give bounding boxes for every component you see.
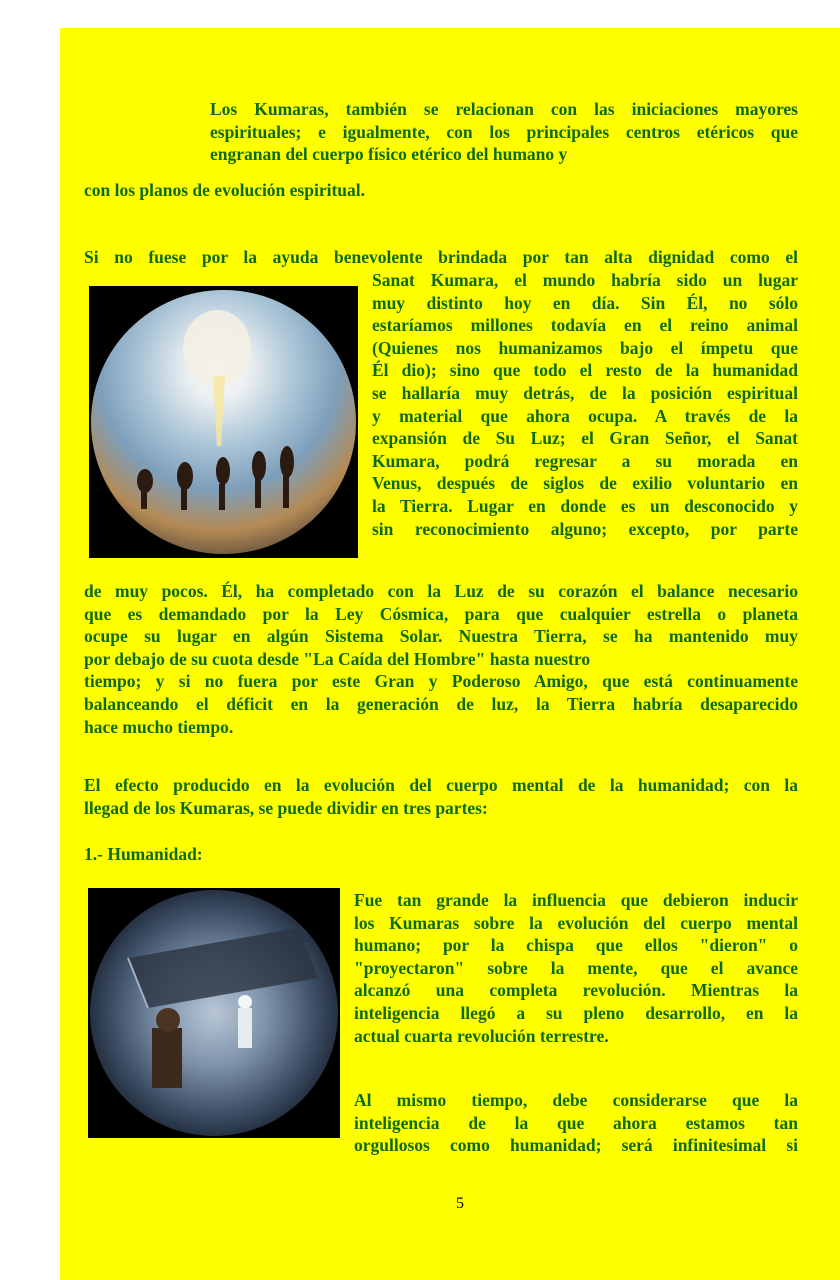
paragraph-4-line: Fue tan grande la influencia que debieron inducir <box>354 890 798 910</box>
paragraph-2-line: hace mucho tiempo. <box>84 716 234 737</box>
paragraph-4-line: inteligencia llegó a su pleno desarrollo, en la <box>354 1002 798 1023</box>
paragraph-4-line: actual cuarta revolución terrestre. <box>354 1025 609 1046</box>
intro-last-line <box>84 179 784 202</box>
paragraph-2-wrap-line: Sanat Kumara, el mundo habría sido un lugar <box>372 270 798 290</box>
space-scene-figures <box>88 888 340 1138</box>
paragraph-5 <box>354 1089 798 1157</box>
paragraph-2-wrap-line: Kumara, podrá regresar a su morada en <box>372 450 798 471</box>
page <box>60 28 840 1280</box>
paragraph-2-wrap-line: sin reconocimiento alguno; excepto, por parte <box>372 518 798 539</box>
intro-line-2: espirituales; e igualmente, con los principales centros etéricos que <box>210 121 798 142</box>
paragraph-2-line: de muy pocos. Él, ha completado con la Luz de su corazón el balance necesario <box>84 581 798 601</box>
intro-paragraph <box>210 98 798 166</box>
paragraph-5-line: Al mismo tiempo, debe considerarse que la <box>354 1090 798 1110</box>
paragraph-4 <box>354 889 798 1047</box>
paragraph-2-continuation <box>84 580 798 738</box>
paragraph-2-wrap-line: Venus, después de siglos de exilio voluntario en <box>372 473 798 494</box>
paragraph-4-line: humano; por la chispa que ellos "dieron" o <box>354 935 798 956</box>
paragraph-4-line: "proyectaron" sobre la mente, que el avance <box>354 957 798 978</box>
paragraph-2-line: que es demandado por la Ley Cósmica, para que cualquier estrella o planeta <box>84 603 798 624</box>
paragraph-2-wrap-line: estaríamos millones todavía en el reino animal <box>372 315 798 336</box>
paragraph-2-first-line: Si no fuese por la ayuda benevolente brindada por tan alta dignidad como el <box>84 247 798 267</box>
section-heading: 1.- Humanidad: <box>84 844 203 864</box>
page-number: 5 <box>456 1195 464 1212</box>
paragraph-2-line: por debajo de su cuota desde "La Caída del Hombre" hasta nuestro <box>84 648 591 669</box>
paragraph-2-wrap-line: (Quienes nos humanizamos bajo el ímpetu que <box>372 337 798 358</box>
paragraph-2-line: balanceando el déficit en la generación de luz, la Tierra habría desaparecido <box>84 693 798 714</box>
paragraph-4-line: los Kumaras sobre la evolución del cuerpo mental <box>354 912 798 933</box>
paragraph-4-line: alcanzó una completa revolución. Mientras la <box>354 980 798 1001</box>
paragraph-5-line: inteligencia de la que ahora estamos tan <box>354 1112 798 1133</box>
paragraph-2-wrap-line: y material que ahora ocupa. A través de la <box>372 405 798 426</box>
paragraph-2-line: tiempo; y si no fuera por este Gran y Poderoso Amigo, que está continuamente <box>84 671 798 692</box>
evolution-image <box>89 286 358 558</box>
paragraph-2-wrap-line: Él dio); sino que todo el resto de la humanidad <box>372 360 798 381</box>
paragraph-3 <box>84 774 798 819</box>
evolution-figures <box>89 286 358 558</box>
paragraph-2-wrap-line: se hallaría muy detrás, de la posición espiritual <box>372 382 798 403</box>
intro-line-4: con los planos de evolución espiritual. <box>84 180 366 200</box>
paragraph-2-line: ocupe su lugar en algún Sistema Solar. Nuestra Tierra, se ha mantenido muy <box>84 626 798 647</box>
paragraph-2-wrap <box>372 269 798 540</box>
paragraph-2-wrap-line: la Tierra. Lugar en donde es un desconocido y <box>372 495 798 516</box>
paragraph-3-line: llegad de los Kumaras, se puede dividir en tres partes: <box>84 797 488 818</box>
paragraph-5-line: orgullosos como humanidad; será infinitesimal si <box>354 1135 798 1156</box>
paragraph-3-line: El efecto producido en la evolución del cuerpo mental de la humanidad; con la <box>84 775 798 795</box>
intro-line-1: Los Kumaras, también se relacionan con las iniciaciones mayores <box>210 99 798 119</box>
paragraph-2-wrap-line: expansión de Su Luz; el Gran Señor, el Sanat <box>372 428 798 449</box>
intro-line-3: engranan del cuerpo físico etérico del humano y <box>210 144 568 165</box>
space-scene-image <box>88 888 340 1138</box>
paragraph-2-wrap-line: muy distinto hoy en día. Sin Él, no sólo <box>372 292 798 313</box>
